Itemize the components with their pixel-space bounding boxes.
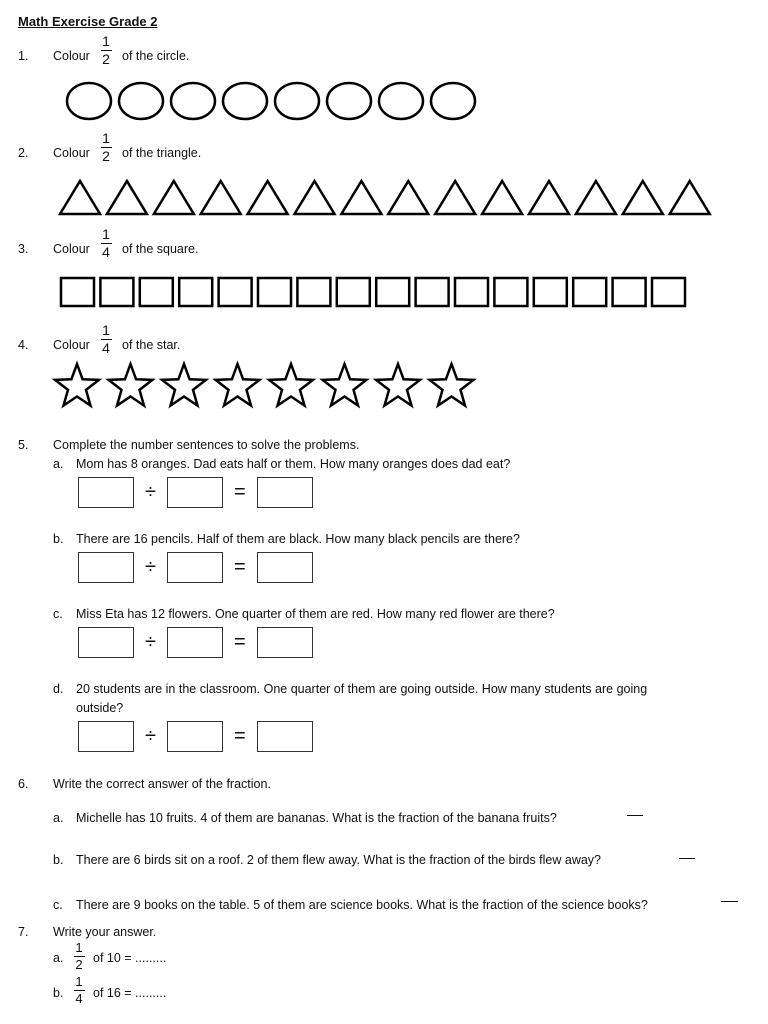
question-5b-letter: b.	[53, 532, 64, 546]
question-6b-text: There are 6 birds sit on a roof. 2 of them flew away. What is the fraction of the birds flew away?	[76, 853, 602, 867]
equals-sign: =	[234, 481, 246, 503]
star-shape[interactable]	[109, 364, 153, 406]
answer-box[interactable]	[167, 721, 223, 752]
worksheet-title: Math Exercise Grade 2	[18, 14, 158, 29]
question-1-number: 1.	[18, 49, 29, 63]
divide-sign: ÷	[145, 556, 156, 578]
question-6-text: Write the correct answer of the fraction.	[53, 777, 271, 791]
answer-box[interactable]	[78, 552, 134, 583]
question-5-number: 5.	[18, 438, 29, 452]
question-1-suffix: of the circle.	[122, 49, 190, 63]
question-5d-text-cont: outside?	[76, 701, 124, 715]
fraction-denominator: 2	[102, 51, 110, 67]
stars-row	[0, 0, 768, 420]
star-shape[interactable]	[376, 364, 420, 406]
question-5c-text: Miss Eta has 12 flowers. One quarter of them are red. How many red flower are there?	[76, 607, 555, 621]
question-7b-letter: b.	[53, 986, 64, 1000]
star-shape[interactable]	[430, 364, 474, 406]
question-3-number: 3.	[18, 242, 29, 256]
fraction-denominator: 4	[75, 991, 83, 1006]
equals-sign: =	[234, 631, 246, 653]
fraction-answer-blank[interactable]	[627, 815, 643, 816]
question-6a-letter: a.	[53, 811, 64, 825]
divide-sign: ÷	[145, 725, 156, 747]
question-4-suffix: of the star.	[122, 338, 181, 352]
fraction-denominator: 4	[102, 340, 110, 356]
question-7-text: Write your answer.	[53, 925, 157, 939]
question-7-number: 7.	[18, 925, 29, 939]
star-shape[interactable]	[162, 364, 206, 406]
question-6-number: 6.	[18, 777, 29, 791]
answer-box[interactable]	[167, 552, 223, 583]
answer-box[interactable]	[167, 627, 223, 658]
star-shape[interactable]	[323, 364, 367, 406]
answer-box[interactable]	[167, 477, 223, 508]
question-2-prefix: Colour	[53, 146, 90, 160]
fraction-numerator: 1	[75, 940, 83, 955]
question-5a-letter: a.	[53, 457, 64, 471]
answer-box[interactable]	[78, 627, 134, 658]
fraction-numerator: 1	[102, 130, 110, 146]
question-7a-letter: a.	[53, 951, 64, 965]
question-5c-letter: c.	[53, 607, 63, 621]
question-6c-text: There are 9 books on the table. 5 of them are science books. What is the fraction of the science books?	[76, 898, 648, 912]
answer-box[interactable]	[78, 477, 134, 508]
question-7a-text[interactable]: of 10 = .........	[93, 951, 167, 965]
fraction-numerator: 1	[102, 226, 110, 242]
answer-box[interactable]	[257, 552, 313, 583]
question-6b-letter: b.	[53, 853, 64, 867]
fraction-numerator: 1	[75, 974, 83, 989]
divide-sign: ÷	[145, 631, 156, 653]
answer-box[interactable]	[78, 721, 134, 752]
equals-sign: =	[234, 725, 246, 747]
question-6c-letter: c.	[53, 898, 63, 912]
star-shape[interactable]	[269, 364, 313, 406]
question-1-prefix: Colour	[53, 49, 90, 63]
question-5a-text: Mom has 8 oranges. Dad eats half or them. How many oranges does dad eat?	[76, 457, 511, 471]
fraction-answer-blank[interactable]	[721, 901, 738, 902]
fraction-denominator: 4	[102, 244, 110, 260]
answer-box[interactable]	[257, 721, 313, 752]
answer-box[interactable]	[257, 477, 313, 508]
question-2-suffix: of the triangle.	[122, 146, 202, 160]
question-6a-text: Michelle has 10 fruits. 4 of them are bananas. What is the fraction of the banana fruits?	[76, 811, 557, 825]
question-2-number: 2.	[18, 146, 29, 160]
question-5-text: Complete the number sentences to solve the problems.	[53, 438, 360, 452]
star-shape[interactable]	[55, 364, 99, 406]
star-shape[interactable]	[216, 364, 260, 406]
answer-box[interactable]	[257, 627, 313, 658]
equals-sign: =	[234, 556, 246, 578]
question-4-prefix: Colour	[53, 338, 90, 352]
question-7a-fraction	[73, 941, 85, 972]
question-7b-text[interactable]: of 16 = .........	[93, 986, 167, 1000]
question-7b-fraction	[73, 975, 85, 1006]
question-5d-letter: d.	[53, 682, 64, 696]
question-3-suffix: of the square.	[122, 242, 199, 256]
fraction-answer-blank[interactable]	[679, 858, 695, 859]
fraction-denominator: 2	[75, 957, 83, 972]
question-3-prefix: Colour	[53, 242, 90, 256]
question-4-number: 4.	[18, 338, 29, 352]
fraction-denominator: 2	[102, 148, 110, 164]
fraction-numerator: 1	[102, 322, 110, 338]
divide-sign: ÷	[145, 481, 156, 503]
question-5d-text: 20 students are in the classroom. One quarter of them are going outside. How many students are going	[76, 682, 648, 696]
question-5b-text: There are 16 pencils. Half of them are black. How many black pencils are there?	[76, 532, 520, 546]
fraction-numerator: 1	[102, 33, 110, 49]
